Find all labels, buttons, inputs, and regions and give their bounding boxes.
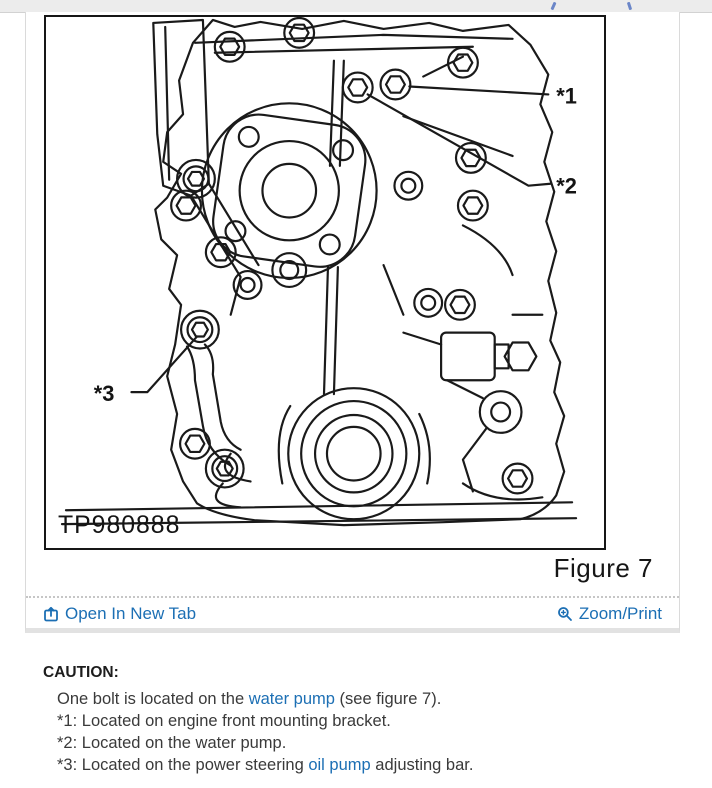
caution-text: One bolt is located on the bbox=[57, 690, 249, 708]
figure-panel bbox=[25, 12, 680, 633]
open-in-new-tab-link[interactable] bbox=[43, 604, 196, 624]
caution-line-3 bbox=[43, 732, 673, 754]
water-pump-link[interactable]: water pump bbox=[248, 690, 335, 708]
callout-1 bbox=[409, 83, 577, 108]
callout-2-label: *2 bbox=[556, 173, 577, 199]
caution-block bbox=[43, 663, 673, 776]
caution-text: (see figure 7). bbox=[334, 690, 442, 708]
figure-caption: Figure 7 bbox=[553, 553, 653, 583]
caution-line-2 bbox=[43, 710, 673, 732]
caution-text: *3: Located on the power steering bbox=[57, 756, 309, 774]
caution-text: adjusting bar. bbox=[370, 756, 474, 774]
bolts bbox=[171, 18, 532, 493]
adjusting-bar bbox=[187, 345, 241, 466]
callout-2 bbox=[368, 94, 577, 198]
caution-heading: CAUTION: bbox=[43, 664, 119, 681]
caution-text: *1: Located on engine front mounting bracket. bbox=[57, 712, 391, 730]
oil-pump-link[interactable]: oil pump bbox=[308, 756, 371, 774]
caution-line-4 bbox=[43, 754, 673, 776]
open-in-new-tab-icon bbox=[43, 606, 59, 622]
cropped-text-fragment bbox=[551, 2, 557, 11]
figure-part-code: TP980888 bbox=[58, 512, 181, 540]
callout-3-label: *3 bbox=[93, 381, 115, 407]
caution-text: *2: Located on the water pump. bbox=[57, 734, 287, 752]
oil-pump bbox=[279, 388, 430, 519]
magnifier-icon bbox=[557, 606, 573, 622]
water-pump bbox=[202, 103, 377, 287]
engine-front-cover-diagram bbox=[46, 17, 600, 544]
callout-3 bbox=[94, 337, 197, 407]
chain-tensioner bbox=[403, 333, 536, 381]
caution-line-1 bbox=[43, 688, 673, 710]
figure-toolbar bbox=[26, 596, 679, 630]
open-in-new-tab-label: Open In New Tab bbox=[65, 604, 197, 623]
zoom-print-label: Zoom/Print bbox=[578, 604, 662, 623]
callout-1-label: *1 bbox=[556, 83, 577, 109]
cropped-text-fragment bbox=[627, 2, 632, 11]
zoom-print-link[interactable] bbox=[557, 604, 662, 624]
figure-frame bbox=[44, 15, 606, 550]
